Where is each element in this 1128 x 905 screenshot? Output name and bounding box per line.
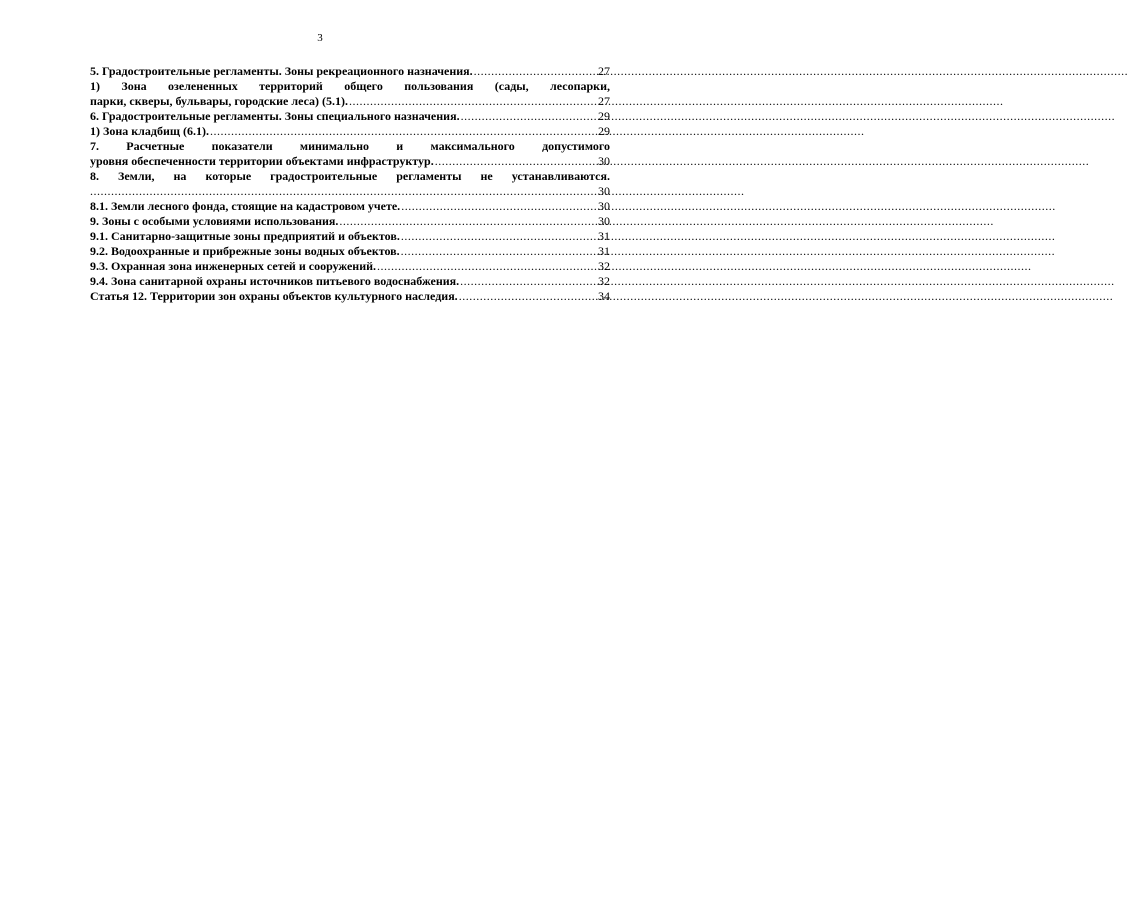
toc-page-number: 32 [598, 259, 610, 273]
toc-entry-title: 8. Земли, на которые градостроительные регламенты не устанавливаются. [90, 169, 610, 183]
dot-leader [401, 229, 596, 244]
toc-page-number: 34 [598, 289, 610, 303]
toc-entry-title: 9.4. Зона санитарной охраны источников питьевого водоснабжения. [90, 274, 460, 288]
toc-entry-title: уровня обеспеченности территории объектами инфраструктур. [90, 154, 434, 168]
toc-page-number: 31 [598, 244, 610, 258]
toc-page-number: 29 [598, 124, 610, 138]
dot-leader [459, 289, 596, 304]
toc-entry-title: 9.2. Водоохранные и прибрежные зоны водных объектов. [90, 244, 400, 258]
dot-leader [339, 214, 596, 229]
dot-leader [460, 274, 596, 289]
toc-entry-title: 7. Расчетные показатели минимально и максимального допустимого [90, 139, 610, 153]
toc-entry[interactable] [90, 214, 610, 229]
toc-entry-title: 5. Градостроительные регламенты. Зоны рекреационного назначения. [90, 64, 473, 78]
dot-leader [461, 109, 596, 124]
toc-entry-title: 9.1. Санитарно-защитные зоны предприятий и объектов. [90, 229, 400, 243]
toc-entry[interactable] [90, 289, 610, 304]
page-number: 3 [317, 32, 323, 44]
toc-entry[interactable] [90, 199, 610, 214]
toc-entry-title: 8.1. Земли лесного фонда, стоящие на кадастровом учете. [90, 199, 401, 213]
dot-leader [210, 124, 596, 139]
toc-page-number: 30 [598, 154, 610, 168]
toc-entry[interactable] [90, 169, 610, 199]
toc-page-number: 27 [598, 64, 610, 78]
toc-entry-title: 1) Зона кладбищ (6.1). [90, 124, 209, 138]
table-of-contents [90, 64, 610, 304]
toc-entry[interactable] [90, 244, 610, 259]
toc-entry[interactable] [90, 109, 610, 124]
toc-entry[interactable] [90, 139, 610, 169]
toc-entry-title: 9. Зоны с особыми условиями использования. [90, 214, 339, 228]
toc-page-number: 30 [598, 199, 610, 213]
toc-page-number: 29 [598, 109, 610, 123]
toc-entry-title: 9.3. Охранная зона инженерных сетей и сооружений. [90, 259, 377, 273]
dot-leader [401, 244, 596, 259]
toc-entry[interactable] [90, 79, 610, 109]
toc-entry-title: 6. Градостроительные регламенты. Зоны специального назначения. [90, 109, 460, 123]
toc-entry[interactable] [90, 64, 610, 79]
toc-entry[interactable] [90, 259, 610, 274]
toc-entry[interactable] [90, 274, 610, 289]
toc-entry-title: Статья 12. Территории зон охраны объектов культурного наследия. [90, 289, 458, 303]
toc-page-number: 31 [598, 229, 610, 243]
dot-leader [401, 199, 596, 214]
toc-page-number: 32 [598, 274, 610, 288]
toc-entry[interactable] [90, 124, 610, 139]
toc-page-number: 30 [598, 184, 610, 198]
dot-leader [435, 154, 596, 169]
toc-entry-title: парки, скверы, бульвары, городские леса) (5.1). [90, 94, 349, 108]
toc-entry-title: 1) Зона озелененных территорий общего пользования (сады, лесопарки, [90, 79, 610, 93]
dot-leader [474, 64, 596, 79]
toc-page-number: 30 [598, 214, 610, 228]
toc-entry[interactable] [90, 229, 610, 244]
dot-leader [377, 259, 596, 274]
dot-leader [90, 184, 596, 199]
dot-leader [349, 94, 596, 109]
toc-page-number: 27 [598, 94, 610, 108]
